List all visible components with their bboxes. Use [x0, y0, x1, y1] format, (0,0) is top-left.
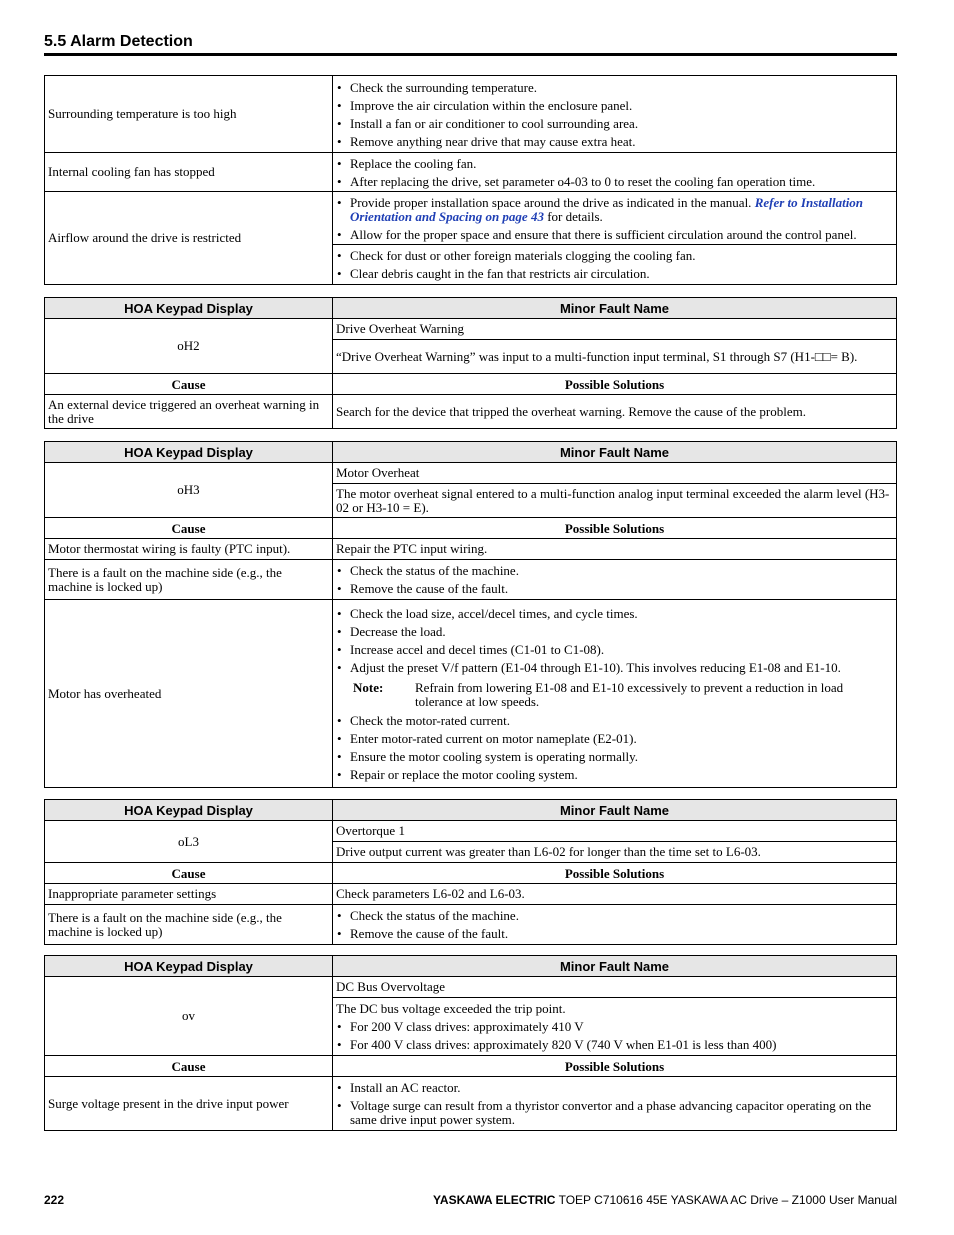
- note-label: Note:: [353, 679, 384, 695]
- cause-cell: Motor has overheated: [45, 600, 333, 788]
- solutions-header: Possible Solutions: [333, 863, 897, 884]
- hoa-header: HOA Keypad Display: [45, 298, 333, 319]
- solutions-cell: [333, 192, 897, 245]
- list-item: • Clear debris caught in the fan that restricts air circulation.: [336, 267, 893, 281]
- keypad-code: oH3: [45, 463, 333, 518]
- list-item: • Remove the cause of the fault.: [336, 582, 893, 596]
- solutions-header: Possible Solutions: [333, 374, 897, 395]
- list-item: • Remove anything near drive that may cause extra heat.: [336, 135, 893, 149]
- list-item: • Improve the air circulation within the enclosure panel.: [336, 99, 893, 113]
- table-header-row: [45, 374, 897, 395]
- oh3-table: [44, 441, 897, 788]
- cause-cell: Airflow around the drive is restricted: [45, 192, 333, 285]
- keypad-code: oL3: [45, 821, 333, 863]
- hoa-header: HOA Keypad Display: [45, 442, 333, 463]
- note: [336, 681, 893, 709]
- table-row: [45, 1077, 897, 1131]
- fault-name: Drive Overheat Warning: [333, 319, 897, 340]
- minor-fault-header: Minor Fault Name: [333, 442, 897, 463]
- keypad-code: ov: [45, 977, 333, 1056]
- solutions-header: Possible Solutions: [333, 1056, 897, 1077]
- list-item: • Repair or replace the motor cooling system.: [336, 768, 893, 782]
- ol3-table: [44, 799, 897, 945]
- list-item: • After replacing the drive, set parameter o4-03 to 0 to reset the cooling fan operation time.: [336, 175, 893, 189]
- fault-name: Overtorque 1: [333, 821, 897, 842]
- list-item: • Adjust the preset V/f pattern (E1-04 through E1-10). This involves reducing E1-08 and E1-10.: [336, 661, 893, 675]
- hoa-header: HOA Keypad Display: [45, 800, 333, 821]
- cause-cell: Surge voltage present in the drive input power: [45, 1077, 333, 1131]
- table-row: [45, 153, 897, 192]
- table-row: [45, 821, 897, 842]
- list-item: • Check for dust or other foreign materials clogging the cooling fan.: [336, 249, 893, 263]
- manual-title: TOEP C710616 45E YASKAWA AC Drive – Z1000 User Manual: [558, 1193, 897, 1207]
- solution-text: Provide proper installation space around the drive as indicated in the manual.: [350, 194, 752, 210]
- list-item: • For 200 V class drives: approximately 410 V: [336, 1020, 893, 1034]
- list-item: • Check the status of the machine.: [336, 564, 893, 578]
- solution-text: for details.: [547, 208, 603, 224]
- list-item: • Decrease the load.: [336, 625, 893, 639]
- cause-cell: Motor thermostat wiring is faulty (PTC input).: [45, 539, 333, 560]
- note-text: Refrain from lowering E1-08 and E1-10 excessively to prevent a reduction in load tolerance at low speeds.: [415, 679, 844, 709]
- solutions-cell: [333, 245, 897, 285]
- cause-cell: Internal cooling fan has stopped: [45, 153, 333, 192]
- fault-description: [333, 998, 897, 1056]
- list-item: • Check the load size, accel/decel times, and cycle times.: [336, 607, 893, 621]
- list-item: • Allow for the proper space and ensure that there is sufficient circulation around the control panel.: [336, 228, 893, 242]
- list-item: [336, 196, 893, 224]
- table-row: [45, 395, 897, 429]
- list-item: • Increase accel and decel times (C1-01 to C1-08).: [336, 643, 893, 657]
- cause-header: Cause: [45, 518, 333, 539]
- keypad-code: oH2: [45, 319, 333, 374]
- oh2-table: [44, 297, 897, 429]
- list-item: • Check the status of the machine.: [336, 909, 893, 923]
- page-number: 222: [44, 1193, 65, 1207]
- list-item: • Voltage surge can result from a thyristor convertor and a phase advancing capacitor operating on the same drive input power system.: [336, 1099, 893, 1127]
- list-item: • For 400 V class drives: approximately 820 V (740 V when E1-01 is less than 400): [336, 1038, 893, 1052]
- table-row: [45, 463, 897, 484]
- table-header-row: [45, 956, 897, 977]
- list-item: • Check the motor-rated current.: [336, 714, 893, 728]
- minor-fault-header: Minor Fault Name: [333, 956, 897, 977]
- description-text: The DC bus voltage exceeded the trip point.: [336, 1000, 566, 1016]
- cause-header: Cause: [45, 374, 333, 395]
- fault-description: “Drive Overheat Warning” was input to a multi-function input terminal, S1 through S7 (H1-□□= B).: [333, 340, 897, 374]
- cause-cell: There is a fault on the machine side (e.g., the machine is locked up): [45, 560, 333, 600]
- table-row: [45, 539, 897, 560]
- table-row: [45, 600, 897, 788]
- hoa-header: HOA Keypad Display: [45, 956, 333, 977]
- cross-reference-link[interactable]: Refer to Installation Orientation and Spacing on page 43: [350, 194, 864, 224]
- table-header-row: [45, 800, 897, 821]
- solutions-cell: [333, 76, 897, 153]
- list-item: • Replace the cooling fan.: [336, 157, 893, 171]
- table-header-row: [45, 863, 897, 884]
- brand-name: YASKAWA ELECTRIC: [433, 1193, 556, 1207]
- solutions-cell: Search for the device that tripped the overheat warning. Remove the cause of the problem.: [333, 395, 897, 429]
- fault-name: DC Bus Overvoltage: [333, 977, 897, 998]
- footer-text: [433, 1193, 897, 1207]
- table-header-row: [45, 1056, 897, 1077]
- cause-header: Cause: [45, 863, 333, 884]
- table-row: [45, 560, 897, 600]
- solutions-header: Possible Solutions: [333, 518, 897, 539]
- minor-fault-header: Minor Fault Name: [333, 298, 897, 319]
- solutions-cell: [333, 1077, 897, 1131]
- solutions-cell: [333, 560, 897, 600]
- table-row: [45, 76, 897, 153]
- cause-cell: Surrounding temperature is too high: [45, 76, 333, 153]
- minor-fault-header: Minor Fault Name: [333, 800, 897, 821]
- solutions-cell: [333, 600, 897, 788]
- ov-table: [44, 955, 897, 1131]
- table-header-row: [45, 518, 897, 539]
- solutions-cell: [333, 905, 897, 945]
- table-header-row: [45, 298, 897, 319]
- cause-header: Cause: [45, 1056, 333, 1077]
- table-row: [45, 977, 897, 998]
- overheat-causes-table: [44, 75, 897, 285]
- table-row: [45, 884, 897, 905]
- table-row: [45, 192, 897, 245]
- list-item: • Remove the cause of the fault.: [336, 927, 893, 941]
- solutions-cell: Check parameters L6-02 and L6-03.: [333, 884, 897, 905]
- fault-name: Motor Overheat: [333, 463, 897, 484]
- table-row: [45, 905, 897, 945]
- list-item: • Check the surrounding temperature.: [336, 81, 893, 95]
- list-item: • Install an AC reactor.: [336, 1081, 893, 1095]
- solutions-cell: [333, 153, 897, 192]
- cause-cell: Inappropriate parameter settings: [45, 884, 333, 905]
- solutions-cell: Repair the PTC input wiring.: [333, 539, 897, 560]
- list-item: • Enter motor-rated current on motor nameplate (E2-01).: [336, 732, 893, 746]
- list-item: • Ensure the motor cooling system is operating normally.: [336, 750, 893, 764]
- section-header: 5.5 Alarm Detection: [44, 33, 897, 56]
- cause-cell: There is a fault on the machine side (e.g., the machine is locked up): [45, 905, 333, 945]
- fault-description: The motor overheat signal entered to a multi-function analog input terminal exceeded the alarm level (H3-02 or H3-10 = E).: [333, 484, 897, 518]
- fault-description: Drive output current was greater than L6-02 for longer than the time set to L6-03.: [333, 842, 897, 863]
- table-header-row: [45, 442, 897, 463]
- table-row: [45, 319, 897, 340]
- cause-cell: An external device triggered an overheat warning in the drive: [45, 395, 333, 429]
- list-item: • Install a fan or air conditioner to cool surrounding area.: [336, 117, 893, 131]
